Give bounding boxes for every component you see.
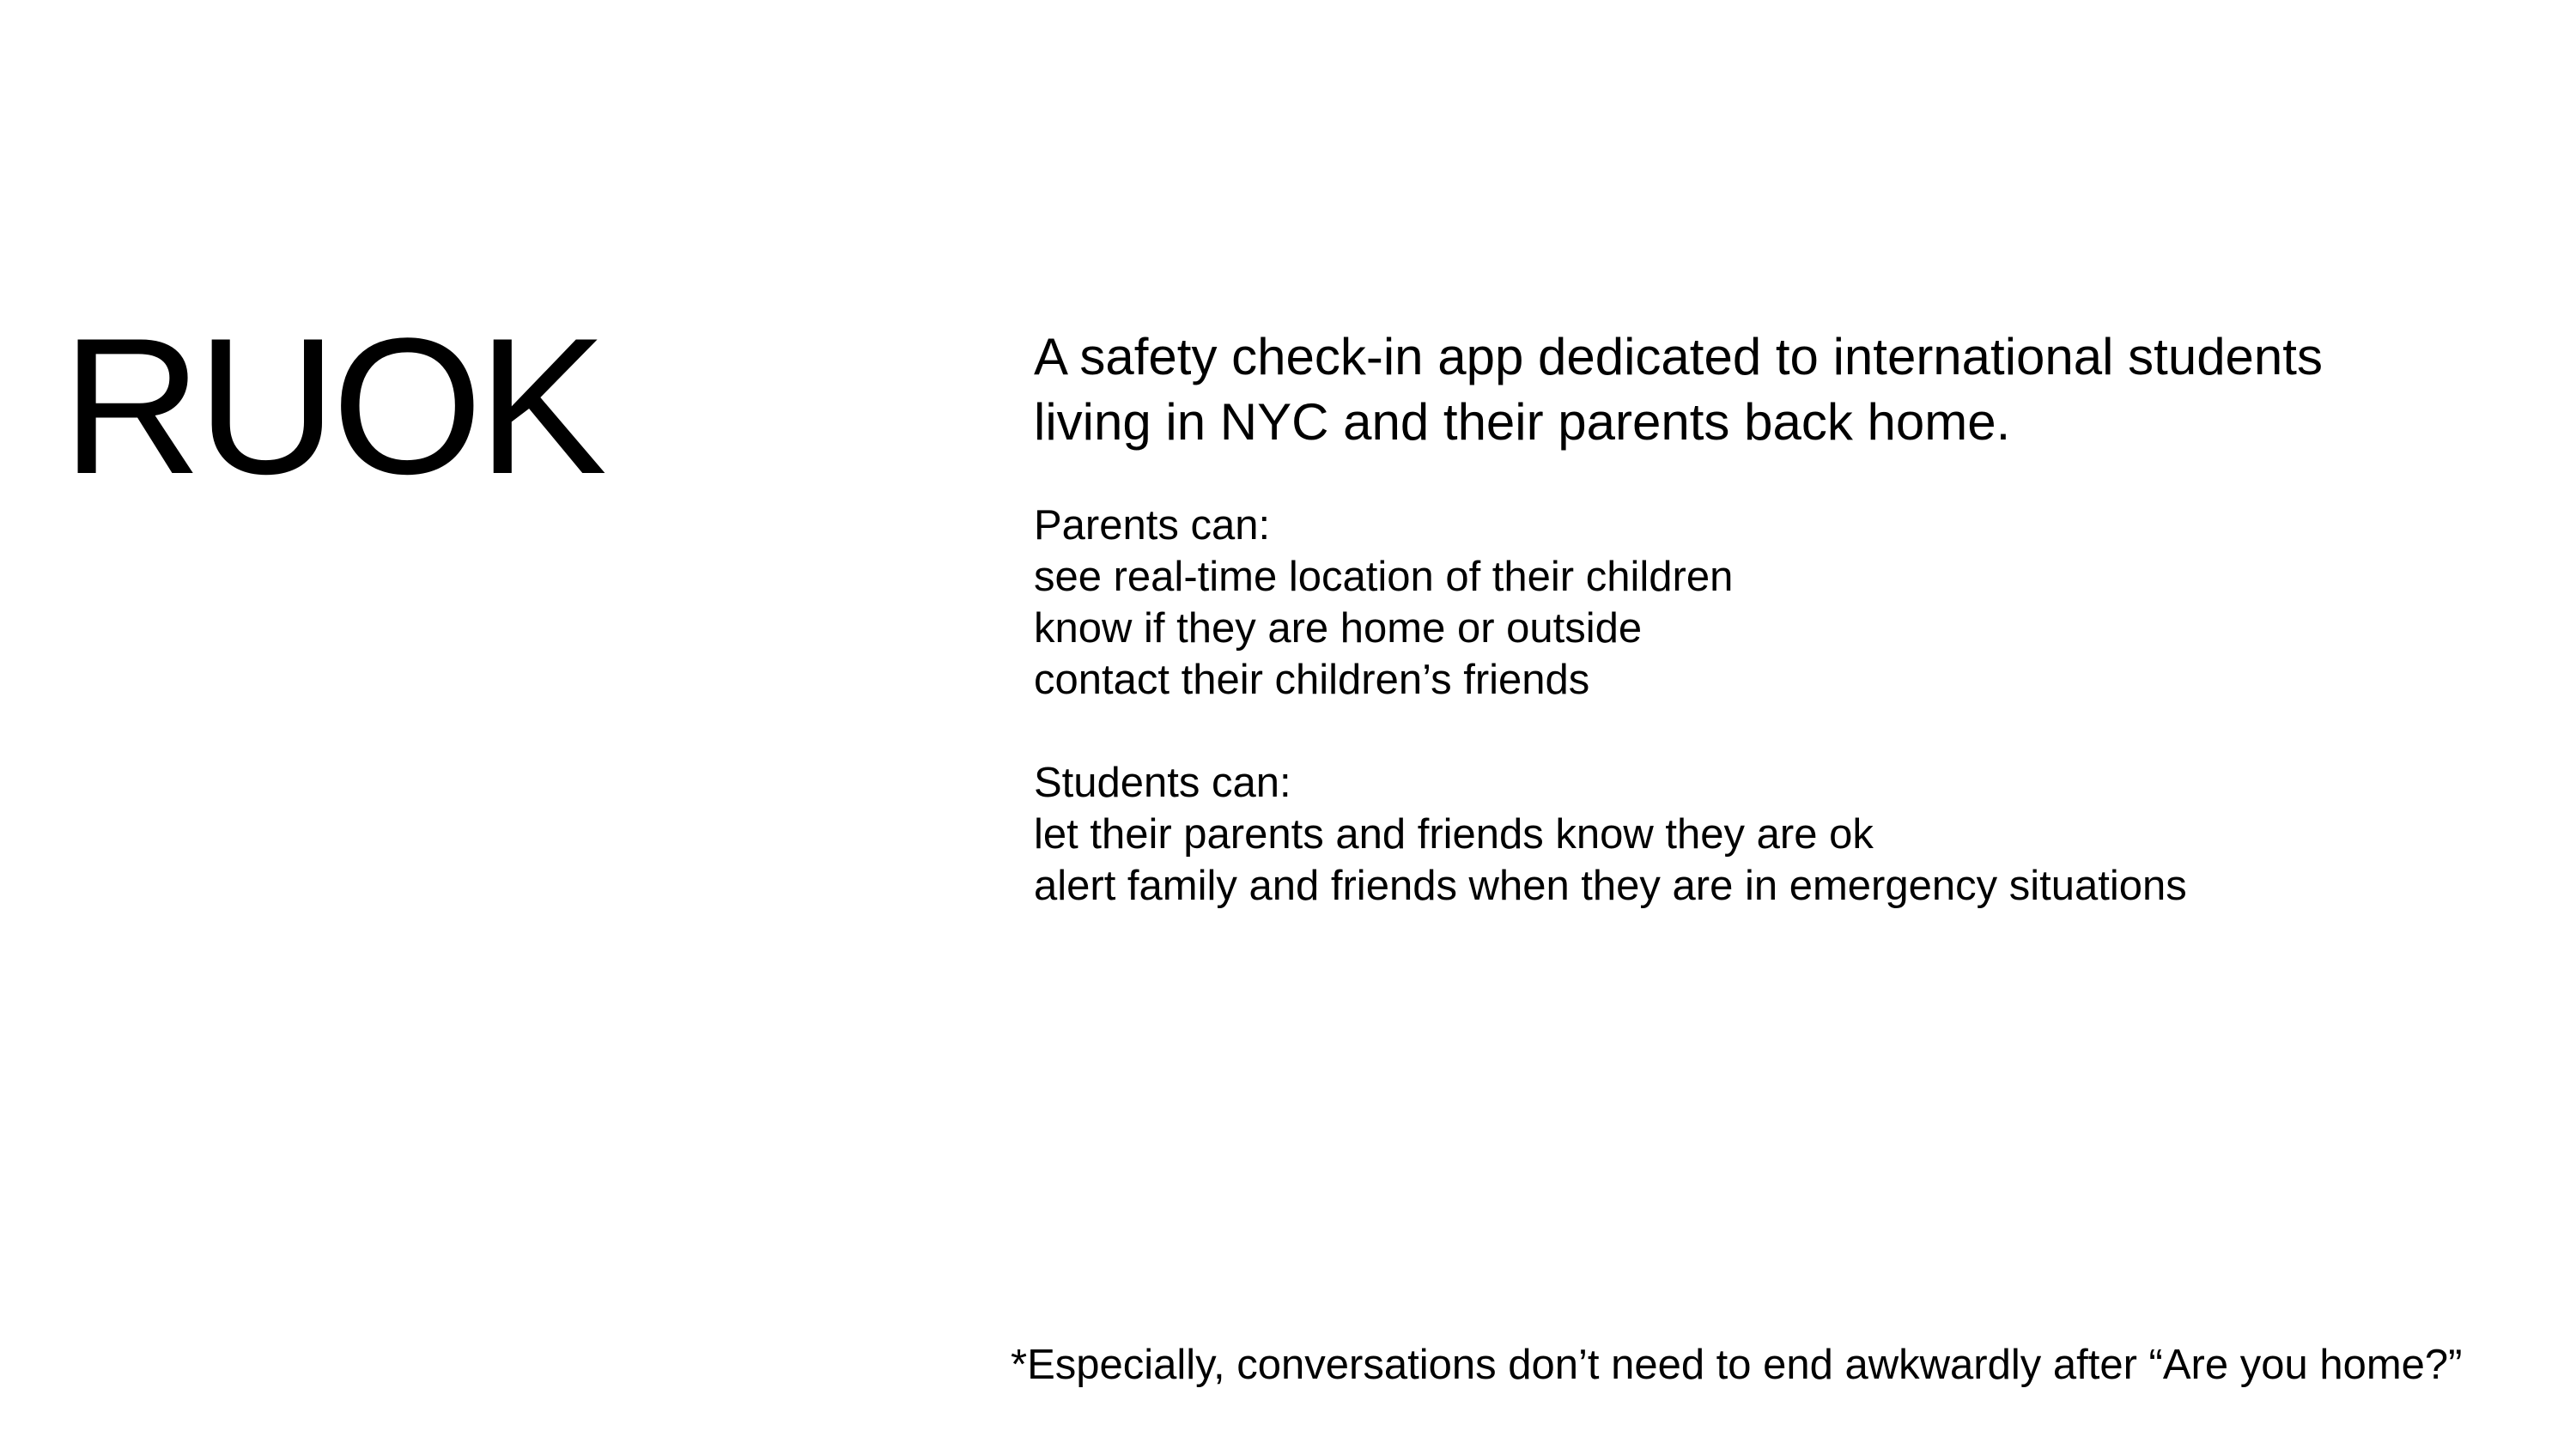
app-title: RUOK <box>62 297 602 514</box>
students-feature-item: alert family and friends when they are in emergency situations <box>1034 863 2187 909</box>
parents-feature-item: know if they are home or outside <box>1034 605 1643 652</box>
tagline <box>1034 324 2511 455</box>
parents-heading: Parents can: <box>1034 502 1271 549</box>
tagline-line-2: living in NYC and their parents back home. <box>1034 393 2011 451</box>
parents-feature-item: see real-time location of their children <box>1034 554 1734 600</box>
students-feature-item: let their parents and friends know they are ok <box>1034 811 1874 858</box>
students-features <box>1034 757 2511 912</box>
tagline-line-1: A safety check-in app dedicated to international students <box>1034 328 2323 385</box>
footnote: *Especially, conversations don’t need to end awkwardly after “Are you home?” <box>1011 1342 2463 1388</box>
parents-feature-item: contact their children’s friends <box>1034 657 1590 703</box>
description-panel <box>1034 324 2511 912</box>
parents-features <box>1034 500 2511 706</box>
students-heading: Students can: <box>1034 760 1291 806</box>
